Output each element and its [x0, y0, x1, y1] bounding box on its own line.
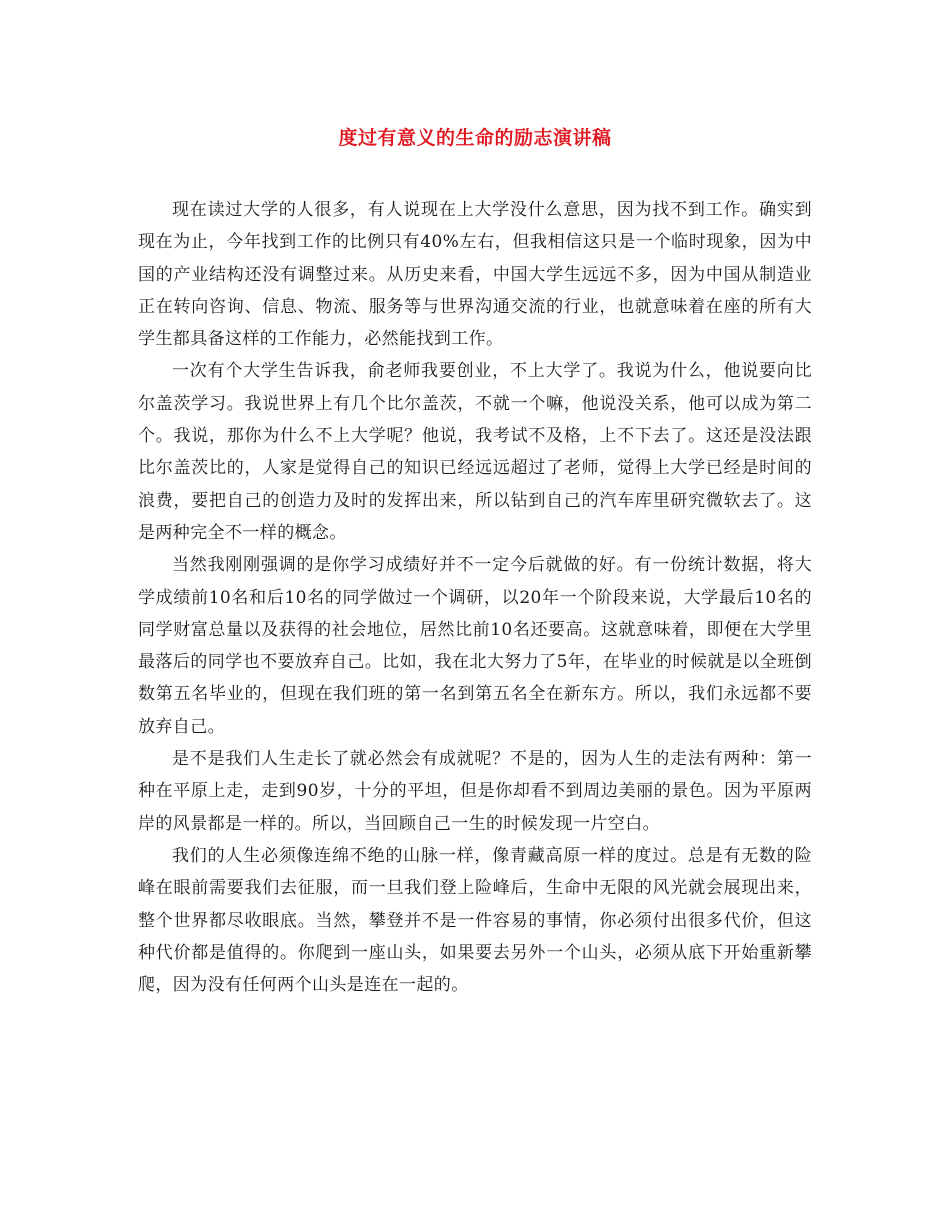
paragraph: 是不是我们人生走长了就必然会有成就呢？不是的，因为人生的走法有两种：第一种在平原上走，走到90岁，十分的平坦，但是你却看不到周边美丽的景色。因为平原两岸的风景都是一样的。所以，当回顾自己一生的时候发现一片空白。: [138, 749, 812, 834]
document-title: 度过有意义的生命的励志演讲稿: [338, 127, 612, 149]
document-body: [138, 194, 812, 1001]
paragraph: 一次有个大学生告诉我，俞老师我要创业，不上大学了。我说为什么，他说要向比尔盖茨学习。我说世界上有几个比尔盖茨，不就一个嘛，他说没关系，他可以成为第二个。我说，那你为什么不上大学呢？他说，我考试不及格，上不下去了。这还是没法跟比尔盖茨比的，人家是觉得自己的知识已经远远超过了老师，觉得上大学已经是时间的浪费，要把自己的创造力及时的发挥出来，所以钻到自己的汽车库里研究微软去了。这是两种完全不一样的概念。: [138, 361, 812, 543]
paragraph: 我们的人生必须像连绵不绝的山脉一样，像青藏高原一样的度过。总是有无数的险峰在眼前需要我们去征服，而一旦我们登上险峰后，生命中无限的风光就会展现出来，整个世界都尽收眼底。当然，攀登并不是一件容易的事情，你必须付出很多代价，但这种代价都是值得的。你爬到一座山头，如果要去另外一个山头，必须从底下开始重新攀爬，因为没有任何两个山头是连在一起的。: [138, 845, 812, 996]
paragraph: 当然我刚刚强调的是你学习成绩好并不一定今后就做的好。有一份统计数据，将大学成绩前10名和后10名的同学做过一个调研，以20年一个阶段来说，大学最后10名的同学财富总量以及获得的社会地位，居然比前10名还要高。这就意味着，即便在大学里最落后的同学也不要放弃自己。比如，我在北大努力了5年，在毕业的时候就是以全班倒数第五名毕业的，但现在我们班的第一名到第五名全在新东方。所以，我们永远都不要放弃自己。: [138, 555, 812, 737]
paragraph: 现在读过大学的人很多，有人说现在上大学没什么意思，因为找不到工作。确实到现在为止，今年找到工作的比例只有40%左右，但我相信这只是一个临时现象，因为中国的产业结构还没有调整过来。从历史来看，中国大学生远远不多，因为中国从制造业正在转向咨询、信息、物流、服务等与世界沟通交流的行业，也就意味着在座的所有大学生都具备这样的工作能力，必然能找到工作。: [138, 200, 812, 350]
